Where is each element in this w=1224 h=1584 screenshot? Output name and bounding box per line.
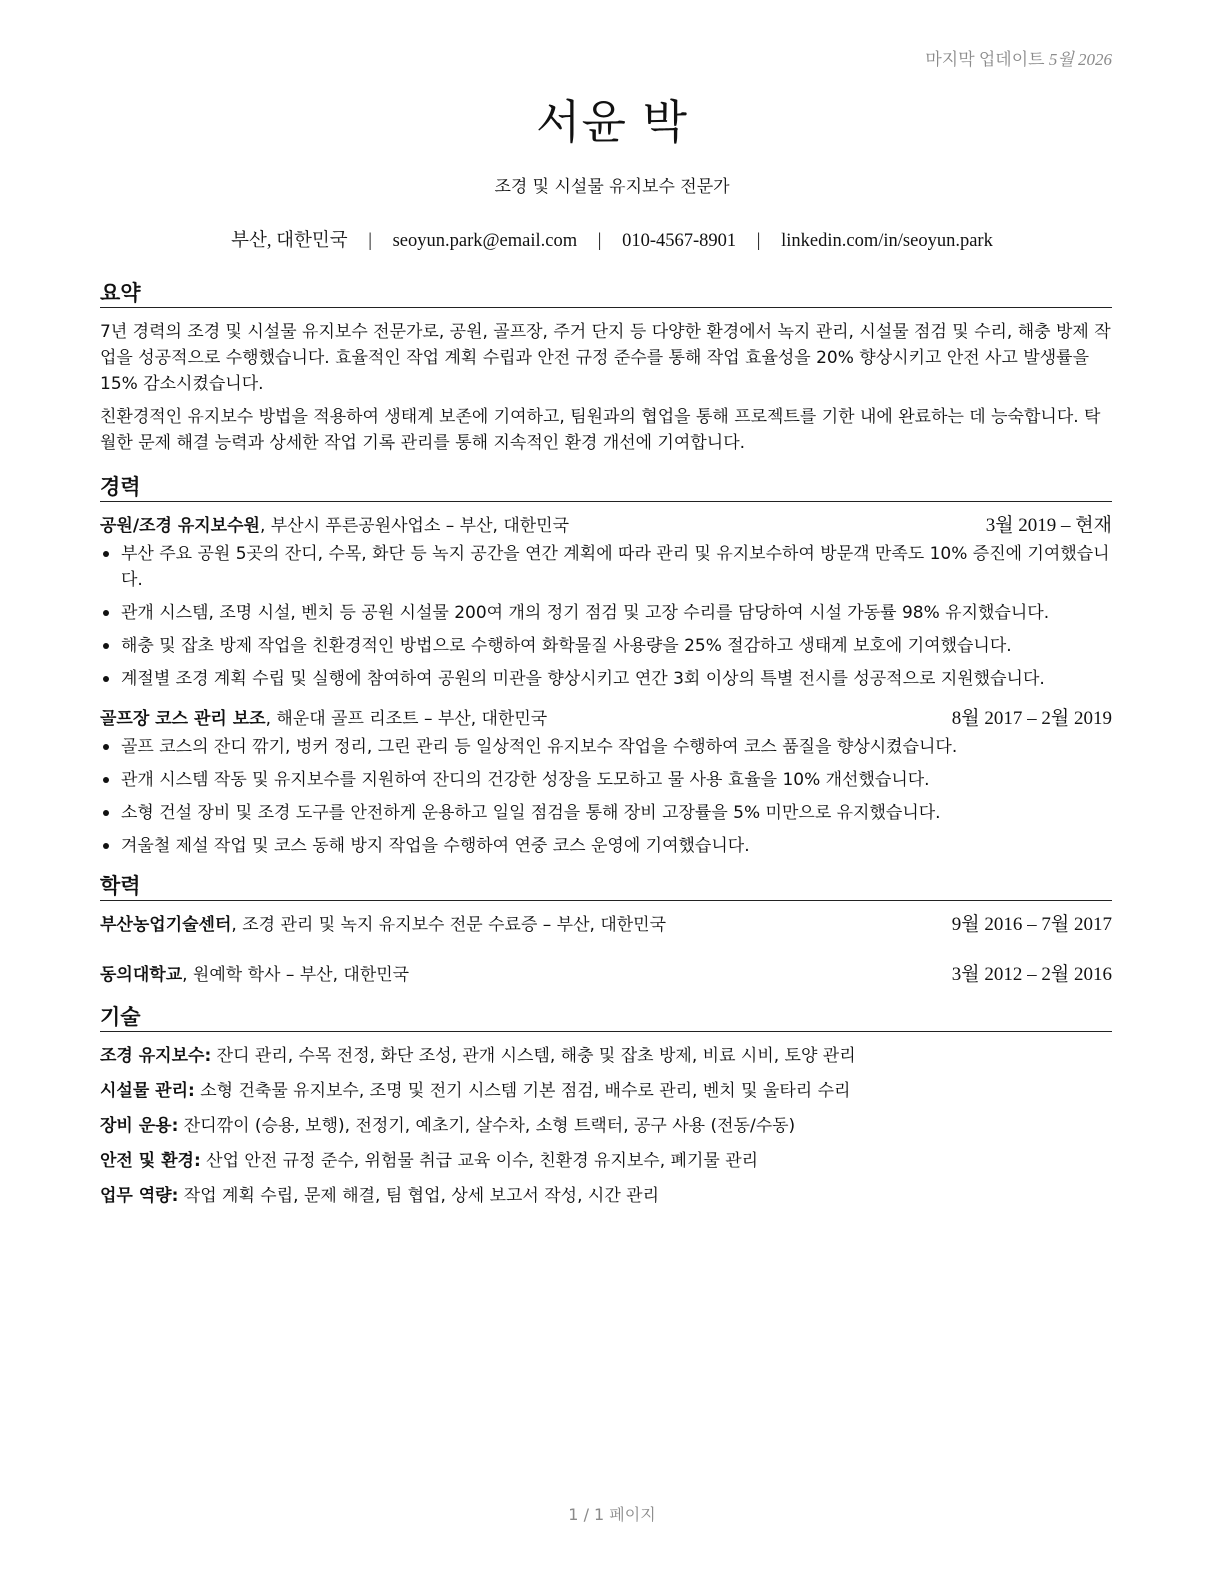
education-entry (100, 912, 1112, 938)
skill-label: 시설물 관리: (100, 1081, 195, 1101)
job-bullet: 골프 코스의 잔디 깎기, 벙커 정리, 그린 관리 등 일상적인 유지보수 작업을 수행하여 코스 품질을 향상시켰습니다. (100, 734, 1112, 760)
job-dates: 3월 2019 – 현재 (985, 515, 1112, 536)
job-bullet: 계절별 조경 계획 수립 및 실행에 참여하여 공원의 미관을 향상시키고 연간 3회 이상의 특별 전시를 성공적으로 지원했습니다. (100, 666, 1112, 692)
skill-label: 안전 및 환경: (100, 1151, 201, 1171)
education-section (100, 873, 1112, 988)
section-heading-skills: 기술 (100, 1004, 1112, 1032)
skill-text: 잔디 관리, 수목 전정, 화단 조성, 관개 시스템, 해충 및 잡초 방제, 비료 시비, 토양 관리 (211, 1046, 856, 1066)
last-updated-date: 5월 2026 (1048, 50, 1112, 69)
job-bullet: 겨울철 제설 작업 및 코스 동해 방지 작업을 수행하여 연중 코스 운영에 기여했습니다. (100, 833, 1112, 859)
last-updated-label: 마지막 업데이트 (925, 50, 1045, 69)
job-bullet: 관개 시스템, 조명 시설, 벤치 등 공원 시설물 200여 개의 정기 점검 및 고장 수리를 담당하여 시설 가동률 98% 유지했습니다. (100, 600, 1112, 626)
job-header (100, 706, 1112, 732)
contact-phone[interactable]: 010-4567-8901 (622, 231, 737, 251)
job-org: , 부산시 푸른공원사업소 – 부산, 대한민국 (259, 516, 570, 536)
contact-separator: | (756, 231, 761, 251)
job-entry (100, 706, 1112, 859)
contact-line (0, 226, 1224, 252)
contact-email[interactable]: seoyun.park@email.com (392, 231, 578, 251)
job-header (100, 513, 1112, 539)
job-entry (100, 513, 1112, 692)
job-bullet: 관개 시스템 작동 및 유지보수를 지원하여 잔디의 건강한 성장을 도모하고 물 사용 효율을 10% 개선했습니다. (100, 767, 1112, 793)
summary-paragraph: 7년 경력의 조경 및 시설물 유지보수 전문가로, 공원, 골프장, 주거 단지 등 다양한 환경에서 녹지 관리, 시설물 점검 및 수리, 해충 방제 작업을 성공적으로 수행했습니다. 효율적인 작업 계획 수립과 안전 규정 준수를 통해 작업 효율성을 20% 향상시키고 안전 사고 발생률을 15% 감소시켰습니다. (100, 322, 1111, 394)
experience-section (100, 474, 1112, 859)
skills-section (100, 1004, 1112, 1209)
education-school: 동의대학교 (100, 965, 183, 985)
education-entry (100, 962, 1112, 988)
skill-text: 산업 안전 규정 준수, 위험물 취급 교육 이수, 친환경 유지보수, 폐기물 관리 (200, 1151, 759, 1171)
section-heading-experience: 경력 (100, 474, 1112, 502)
job-dates: 8월 2017 – 2월 2019 (951, 708, 1112, 729)
education-school: 부산농업기술센터 (100, 915, 232, 935)
skill-text: 작업 계획 수립, 문제 해결, 팀 협업, 상세 보고서 작성, 시간 관리 (178, 1186, 659, 1206)
resume-name: 서윤 박 (536, 95, 688, 149)
education-line (100, 962, 409, 988)
job-bullet: 부산 주요 공원 5곳의 잔디, 수목, 화단 등 녹지 공간을 연간 계획에 따라 관리 및 유지보수하여 방문객 만족도 10% 증진에 기여했습니다. (100, 541, 1112, 593)
last-updated (925, 45, 1112, 70)
contact-separator: | (368, 231, 372, 251)
job-bullets (100, 541, 1112, 692)
resume-body (100, 280, 1112, 1218)
resume-title: 조경 및 시설물 유지보수 전문가 (494, 177, 730, 197)
job-title: 공원/조경 유지보수원 (100, 516, 260, 536)
education-dates: 9월 2016 – 7월 2017 (951, 914, 1112, 935)
education-line (100, 912, 666, 938)
skill-text: 잔디깎이 (승용, 보행), 전정기, 예초기, 살수차, 소형 트랙터, 공구 사용 (전동/수동) (178, 1116, 796, 1136)
section-heading-summary: 요약 (100, 280, 1112, 308)
summary-section (100, 280, 1112, 456)
contact-separator: | (597, 231, 602, 251)
section-heading-education: 학력 (100, 873, 1112, 901)
job-title: 골프장 코스 관리 보조 (100, 709, 266, 729)
job-title-line (100, 706, 547, 732)
skill-row (100, 1183, 1112, 1209)
contact-linkedin[interactable]: linkedin.com/in/seoyun.park (781, 231, 993, 251)
contact-location: 부산, 대한민국 (231, 231, 348, 251)
education-detail: , 원예학 학사 – 부산, 대한민국 (182, 965, 410, 985)
job-bullet: 해충 및 잡초 방제 작업을 친환경적인 방법으로 수행하여 화학물질 사용량을 25% 절감하고 생태계 보호에 기여했습니다. (100, 633, 1112, 659)
job-bullets (100, 734, 1112, 859)
skill-text: 소형 건축물 유지보수, 조명 및 전기 시스템 기본 점검, 배수로 관리, 벤치 및 울타리 수리 (194, 1081, 851, 1101)
skill-row (100, 1078, 1112, 1104)
skill-label: 장비 운용: (100, 1116, 179, 1136)
job-bullet: 소형 건설 장비 및 조경 도구를 안전하게 운용하고 일일 점검을 통해 장비 고장률을 5% 미만으로 유지했습니다. (100, 800, 1112, 826)
job-title-line (100, 513, 569, 539)
skill-label: 업무 역량: (100, 1186, 179, 1206)
education-detail: , 조경 관리 및 녹지 유지보수 전문 수료증 – 부산, 대한민국 (231, 915, 667, 935)
summary-paragraph: 친환경적인 유지보수 방법을 적용하여 생태계 보존에 기여하고, 팀원과의 협업을 통해 프로젝트를 기한 내에 완료하는 데 능숙합니다. 탁월한 문제 해결 능력과 상세한 작업 기록 관리를 통해 지속적인 환경 개선에 기여합니다. (100, 407, 1101, 453)
page-number: 1 / 1 페이지 (568, 1505, 656, 1524)
education-dates: 3월 2012 – 2월 2016 (951, 964, 1112, 985)
job-org: , 해운대 골프 리조트 – 부산, 대한민국 (265, 709, 548, 729)
skill-row (100, 1043, 1112, 1069)
skill-row (100, 1148, 1112, 1174)
skill-row (100, 1113, 1112, 1139)
skill-label: 조경 유지보수: (100, 1046, 212, 1066)
